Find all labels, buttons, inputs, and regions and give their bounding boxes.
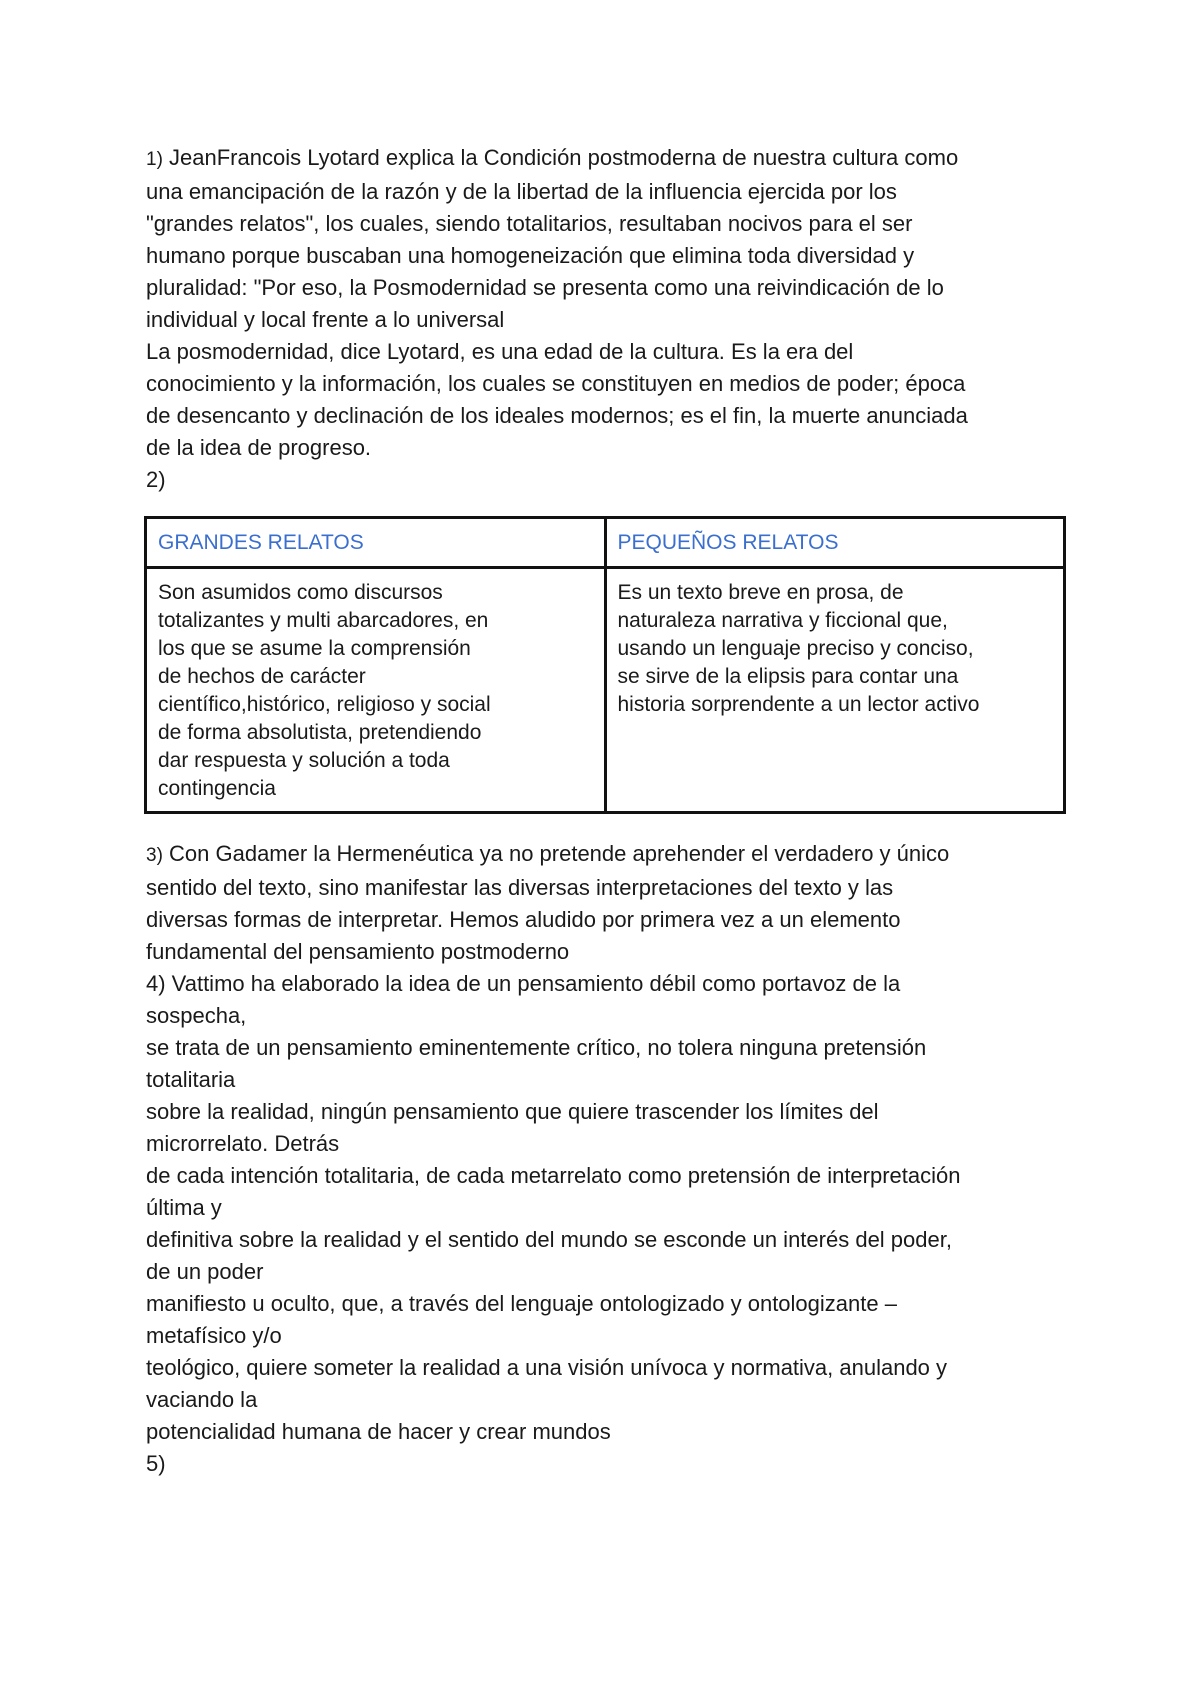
cell-line: dar respuesta y solución a toda [158,749,450,772]
section-3-line: sentido del texto, sino manifestar las diversas interpretaciones del texto y las [146,875,894,900]
cell-line: de forma absolutista, pretendiendo [158,721,482,744]
relatos-table [144,516,1066,814]
section-1-line: una emancipación de la razón y de la libertad de la influencia ejercida por los [146,179,897,204]
section-4-line: última y [146,1195,222,1220]
section-4-line: se trata de un pensamiento eminentemente crítico, no tolera ninguna pretensión [146,1035,927,1060]
cell-line: contingencia [158,777,276,800]
section-4-line: teológico, quiere someter la realidad a una visión unívoca y normativa, anulando y [146,1355,948,1380]
section-4-line: 4) Vattimo ha elaborado la idea de un pensamiento débil como portavoz de la [146,971,901,996]
section-1-line: de desencanto y declinación de los ideales modernos; es el fin, la muerte anunciada [146,403,968,428]
section-1-number: 1) [146,149,163,170]
section-1-line: "grandes relatos", los cuales, siendo totalitarios, resultaban nocivos para el ser [146,211,913,236]
section-1-line: La posmodernidad, dice Lyotard, es una edad de la cultura. Es la era del [146,339,854,364]
section-4-line: vaciando la [146,1387,258,1412]
section-3-number: 3) [146,845,163,866]
cell-line: los que se asume la comprensión [158,637,471,660]
section-5-number: 5) [146,1451,166,1476]
cell-line: de hechos de carácter [158,665,366,688]
cell-line: científico,histórico, religioso y social [158,693,491,716]
section-4-line: sobre la realidad, ningún pensamiento que quiere trascender los límites del [146,1099,879,1124]
section-3-line: diversas formas de interpretar. Hemos aludido por primera vez a un elemento [146,907,901,932]
cell-pequenos-relatos [605,568,1065,813]
section-1-line: pluralidad: "Por eso, la Posmodernidad se presenta como una reivindicación de lo [146,275,944,300]
section-1-line: JeanFrancois Lyotard explica la Condición postmoderna de nuestra cultura como [162,145,959,170]
section-1-line: humano porque buscaban una homogeneización que elimina toda diversidad y [146,243,915,268]
section-4-line: de cada intención totalitaria, de cada metarrelato como pretensión de interpretación [146,1163,961,1188]
cell-line: historia sorprendente a un lector activo [617,693,980,716]
header-grandes-relatos: GRANDES RELATOS [146,518,606,568]
cell-line: Es un texto breve en prosa, de [617,581,904,604]
section-4-line: de un poder [146,1259,264,1284]
section-1-line: conocimiento y la información, los cuales se constituyen en medios de poder; época [146,371,966,396]
section-2-number: 2) [146,467,166,492]
section-4-line: manifiesto u oculto, que, a través del lenguaje ontologizado y ontologizante – [146,1291,897,1316]
cell-line: se sirve de la elipsis para contar una [617,665,959,688]
section-4-line: metafísico y/o [146,1323,282,1348]
table-header-row [146,518,1065,568]
cell-line: Son asumidos como discursos [158,581,443,604]
document-page [146,142,1066,1480]
section-1-line: individual y local frente a lo universal [146,307,505,332]
cell-grandes-relatos [146,568,606,813]
cell-line: totalizantes y multi abarcadores, en [158,609,489,632]
cell-line: naturaleza narrativa y ficcional que, [617,609,948,632]
section-3-line: fundamental del pensamiento postmoderno [146,939,570,964]
section-4-line: totalitaria [146,1067,236,1092]
section-3-line: Con Gadamer la Hermenéutica ya no pretende aprehender el verdadero y único [162,841,950,866]
section-1-line: de la idea de progreso. [146,435,372,460]
section-4-line: microrrelato. Detrás [146,1131,340,1156]
section-4-line: definitiva sobre la realidad y el sentido del mundo se esconde un interés del poder, [146,1227,952,1252]
section-3 [146,838,1066,1480]
section-4-line: sospecha, [146,1003,247,1028]
section-1 [146,142,1066,496]
header-pequenos-relatos: PEQUEÑOS RELATOS [605,518,1065,568]
cell-line: usando un lenguaje preciso y conciso, [617,637,974,660]
table-row [146,568,1065,813]
section-4-line: potencialidad humana de hacer y crear mundos [146,1419,611,1444]
